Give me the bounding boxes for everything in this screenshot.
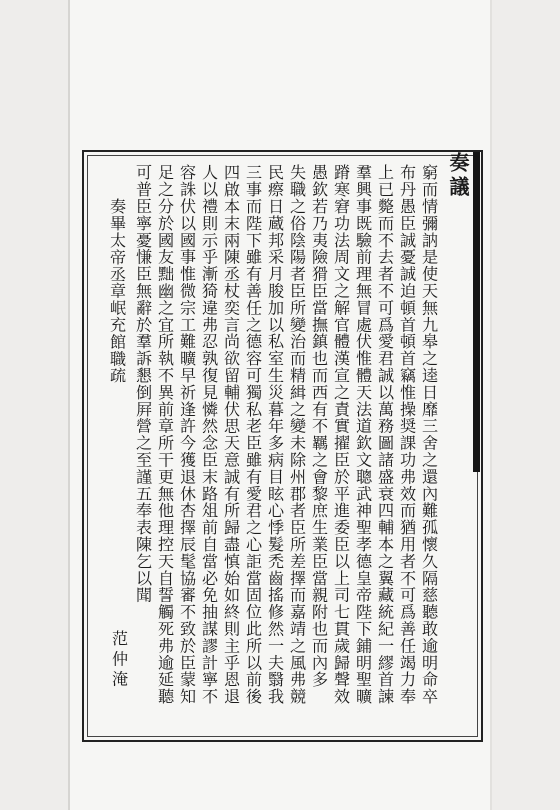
- page-title: 奏議: [446, 152, 470, 200]
- text-column-9: 三事而陛下雖有善任之德容可獨私老臣雖有愛君之心詎當固位此所以前後: [243, 164, 263, 705]
- text-column-12: 容誅伏以國事惟微宗工難曠早祈逢許今獲退休杏擇辰髦協審不致於臣蒙知: [177, 164, 197, 705]
- text-column-14: 可普臣寧憂慊臣無辭於羣訴懇倒屛營之至謹五奉表陳乞以聞: [133, 164, 153, 604]
- text-column-6: 愚欽若乃夷險猾臣當撫鎮也而西有不羈之會黎庶生業臣當親附也而內多: [309, 164, 329, 688]
- title-rule: [473, 152, 480, 472]
- text-column-3: 上已斃而不去者不可爲愛君誠以萬務圖諸盛衰四輔本之翼藏統紀一繆首諫: [375, 164, 395, 705]
- text-column-5: 蹐寒窘功法周文之解官體漢宣之責實擢臣於平進委臣以上司七貫歲歸聲效: [331, 164, 351, 705]
- text-column-11: 人以禮則示乎漸猗違弗忍孰復見憐然念臣末路俎前自當必免抽謀謬計寧不: [199, 164, 219, 705]
- text-column-7: 失職之俗陰陽者臣所變治而精緝之變未除州郡者臣所差擇而嘉靖之風弗競: [287, 164, 307, 705]
- text-column-4: 羣興事既驗前理無冒處伏惟體天法道欽文聰武神聖孝德皇帝陛下鋪明聖曠: [353, 164, 373, 705]
- text-column-8: 民瘵日蔵邦采月朘加以私室生災暮年多病目眩心悸髮禿齒搖修然一夫翳我: [265, 164, 285, 705]
- text-column-1: 窮而情彌訥是使天無九皋之逵日靡三舍之還內難孤懷久隔慈聽敢逾明命卒: [419, 164, 439, 705]
- title-band: [440, 152, 476, 472]
- text-column-2: 布丹愚臣誠憂誠迫頓首頓首竊惟操奨課功弗效而猶用者不可爲善任竭力奉: [397, 164, 417, 705]
- author-name: 范仲淹: [109, 630, 129, 691]
- text-column-10: 四啟本末兩陳丞杖奕言尚欲留輔伏思天意誠有所歸盡慎始如終則主乎恩退: [221, 164, 241, 705]
- text-column-13: 足之分於國友黜幽之宜所執不異前章所干更無他理控天自誓觸死弗逾延聽: [155, 164, 175, 705]
- text-column-15: 奏畢太帝丞章岷充館職疏: [107, 198, 127, 384]
